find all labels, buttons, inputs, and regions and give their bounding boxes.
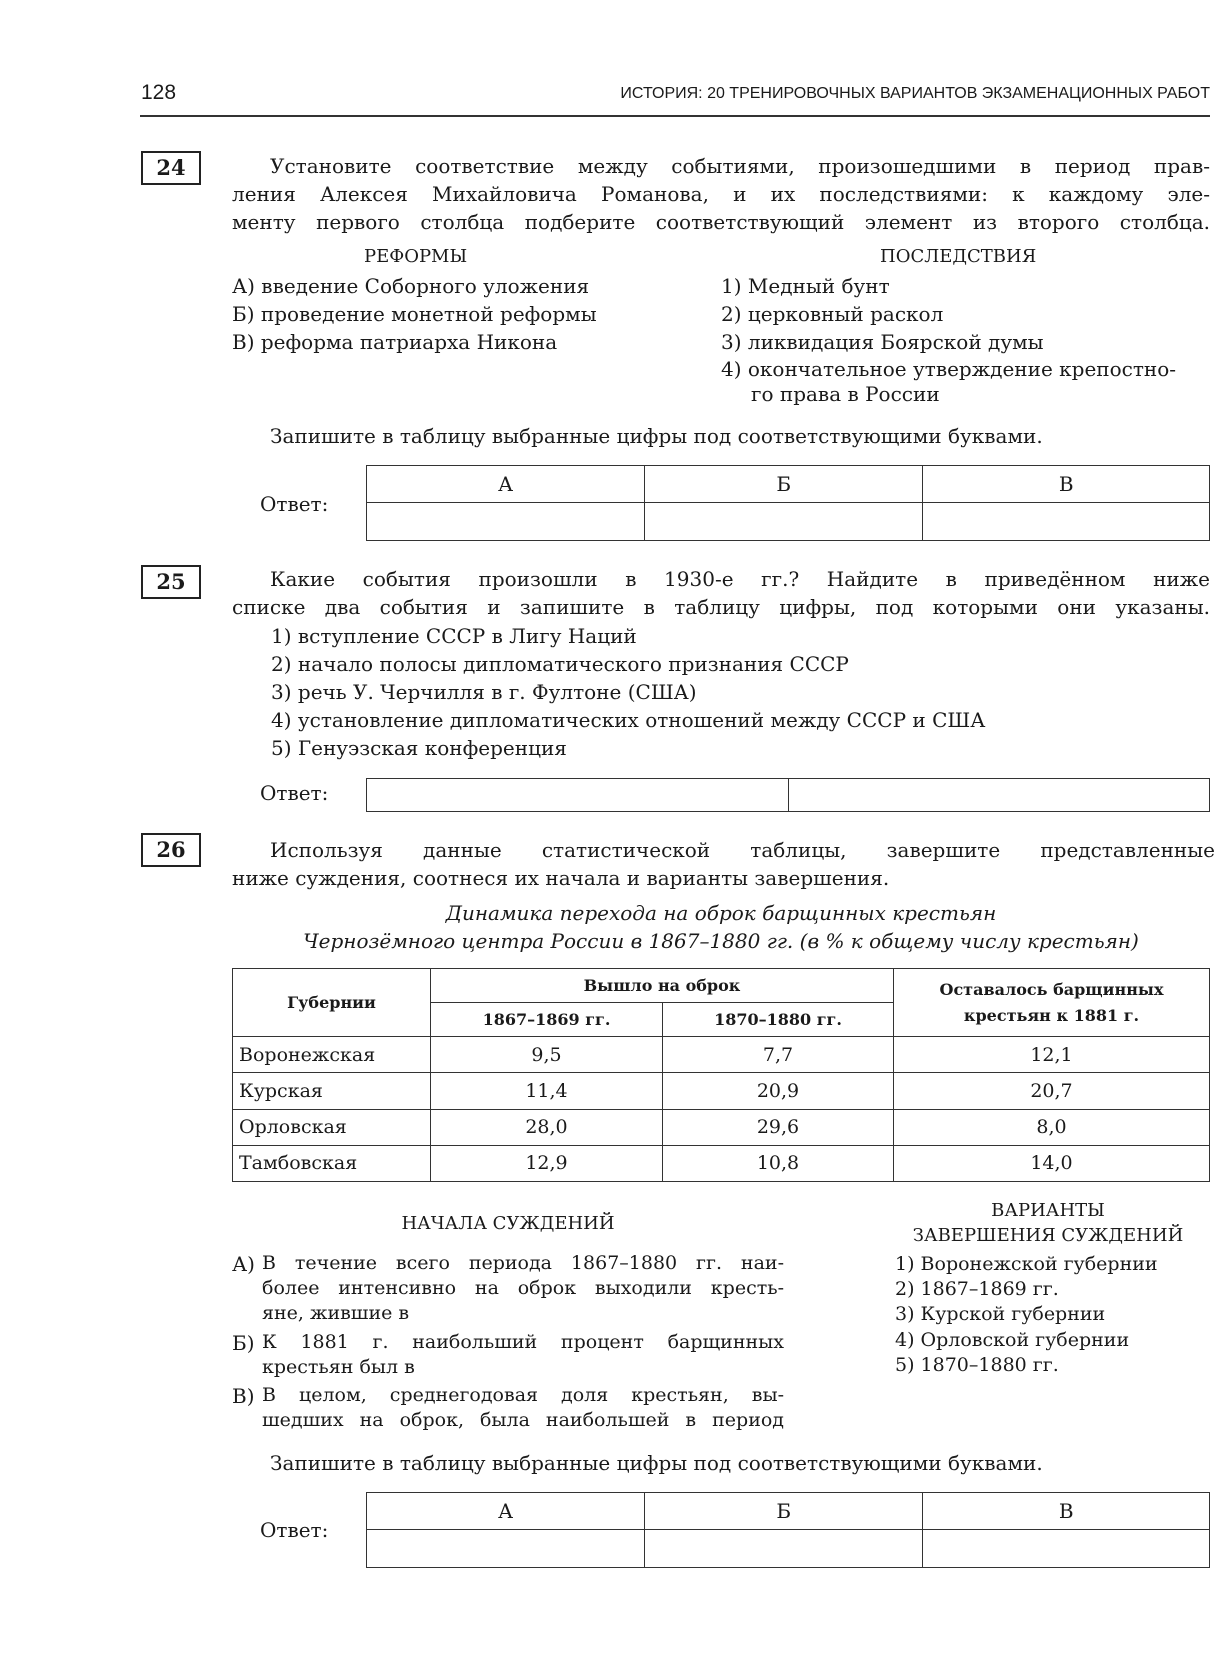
col-header-period2: 1870–1880 гг.: [663, 1003, 894, 1037]
answer-cell-v[interactable]: [923, 503, 1210, 541]
ends-heading: ВАРИАНТЫ: [991, 1200, 1105, 1221]
table-title: Чернозёмного центра России в 1867–1880 гг. (в % к общему числу крестьян): [303, 929, 1139, 953]
start-line: В целом, среднегодовая доля крестьян, вы-: [262, 1384, 784, 1406]
running-header: ИСТОРИЯ: 20 ТРЕНИРОВОЧНЫХ ВАРИАНТОВ ЭКЗАМЕНАЦИОННЫХ РАБОТ: [620, 85, 1210, 102]
answer-cell-b[interactable]: [645, 1530, 923, 1568]
reform-item: А) введение Соборного уложения: [232, 274, 590, 298]
q24-text-line: менту первого столбца подберите соответствующий элемент из второго столбца.: [232, 210, 1210, 234]
q25-item: 4) установление дипломатических отношений между СССР и США: [271, 708, 986, 732]
col-header-obrok: Вышло на оброк: [431, 969, 894, 1003]
consequence-item: 2) церковный раскол: [721, 302, 944, 326]
answer-cell-b[interactable]: [645, 503, 923, 541]
value: 7,7: [663, 1037, 894, 1073]
start-letter: Б): [232, 1331, 255, 1355]
task-number-24: 24: [141, 151, 201, 185]
value: 8,0: [894, 1109, 1210, 1145]
table-row: [233, 1109, 1210, 1145]
answer-cell-1[interactable]: [367, 779, 789, 812]
q24-text-line: ления Алексея Михайловича Романова, и их последствиями: к каждому эле-: [232, 182, 1210, 206]
task-number-26: 26: [141, 833, 201, 867]
region: Тамбовская: [233, 1145, 431, 1181]
start-line: крестьян был в: [262, 1356, 415, 1378]
consequence-item: 3) ликвидация Боярской думы: [721, 330, 1044, 354]
table-title: Динамика перехода на оброк барщинных крестьян: [445, 901, 997, 925]
region: Курская: [233, 1073, 431, 1109]
start-line: К 1881 г. наибольший процент барщинных: [262, 1331, 784, 1353]
end-option: 5) 1870–1880 гг.: [895, 1354, 1059, 1376]
col-header-region: Губернии: [233, 969, 431, 1037]
stats-table: [232, 968, 1210, 1182]
col-a: А: [367, 1493, 645, 1530]
q24-answer-table: [366, 465, 1210, 541]
reforms-heading: РЕФОРМЫ: [364, 246, 468, 267]
value: 10,8: [663, 1145, 894, 1181]
q25-item: 1) вступление СССР в Лигу Наций: [271, 624, 637, 648]
consequence-item: 4) окончательное утверждение крепостно-: [721, 357, 1177, 381]
q25-text-line: списке два события и запишите в таблицу цифры, под которыми они указаны.: [232, 595, 1210, 619]
end-option: 2) 1867–1869 гг.: [895, 1278, 1059, 1300]
end-option: 1) Воронежской губернии: [895, 1253, 1158, 1275]
start-line: шедших на оброк, была наибольшей в период: [262, 1409, 784, 1431]
answer-cell-v[interactable]: [923, 1530, 1210, 1568]
table-row: [233, 1073, 1210, 1109]
answer-label: Ответ:: [260, 492, 329, 516]
q26-instruction: Запишите в таблицу выбранные цифры под соответствующими буквами.: [270, 1451, 1043, 1475]
header-rule: [140, 115, 1210, 117]
starts-heading: НАЧАЛА СУЖДЕНИЙ: [401, 1213, 615, 1234]
answer-label: Ответ:: [260, 1518, 329, 1542]
region: Воронежская: [233, 1037, 431, 1073]
q26-answer-table: [366, 1492, 1210, 1568]
col-v: В: [923, 466, 1210, 503]
end-option: 4) Орловской губернии: [895, 1329, 1130, 1351]
q25-text-line: Какие события произошли в 1930-е гг.? Найдите в приведённом ниже: [270, 567, 1210, 591]
reform-item: В) реформа патриарха Никона: [232, 330, 558, 354]
table-row: [233, 1037, 1210, 1073]
q25-item: 5) Генуэзская конференция: [271, 736, 567, 760]
start-line: более интенсивно на оброк выходили кресть-: [262, 1277, 784, 1299]
value: 11,4: [431, 1073, 663, 1109]
value: 12,1: [894, 1037, 1210, 1073]
col-a: А: [367, 466, 645, 503]
answer-cell-a[interactable]: [367, 1530, 645, 1568]
task-number-25: 25: [141, 565, 201, 599]
ends-heading: ЗАВЕРШЕНИЯ СУЖДЕНИЙ: [912, 1225, 1184, 1246]
value: 14,0: [894, 1145, 1210, 1181]
reform-item: Б) проведение монетной реформы: [232, 302, 597, 326]
value: 9,5: [431, 1037, 663, 1073]
value: 12,9: [431, 1145, 663, 1181]
start-letter: В): [232, 1384, 255, 1408]
answer-cell-2[interactable]: [788, 779, 1210, 812]
col-b: Б: [645, 1493, 923, 1530]
q24-instruction: Запишите в таблицу выбранные цифры под соответствующими буквами.: [270, 424, 1043, 448]
value: 29,6: [663, 1109, 894, 1145]
start-letter: А): [232, 1252, 255, 1276]
value: 20,9: [663, 1073, 894, 1109]
q25-answer-table: [366, 778, 1210, 812]
col-header-period1: 1867–1869 гг.: [431, 1003, 663, 1037]
table-row: [233, 1145, 1210, 1181]
region: Орловская: [233, 1109, 431, 1145]
value: 20,7: [894, 1073, 1210, 1109]
page-number: 128: [141, 81, 177, 104]
start-line: яне, жившие в: [262, 1302, 410, 1324]
q25-item: 2) начало полосы дипломатического признания СССР: [271, 652, 849, 676]
q26-text-line: Используя данные статистической таблицы, завершите представленные: [270, 838, 1215, 862]
q26-text-line: ниже суждения, соотнеся их начала и варианты завершения.: [232, 866, 890, 890]
answer-cell-a[interactable]: [367, 503, 645, 541]
col-v: В: [923, 1493, 1210, 1530]
consequence-item: 1) Медный бунт: [721, 274, 890, 298]
col-header-remaining: Оставалось барщинных крестьян к 1881 г.: [894, 969, 1210, 1037]
start-line: В течение всего периода 1867–1880 гг. наи-: [262, 1252, 784, 1274]
end-option: 3) Курской губернии: [895, 1303, 1106, 1325]
col-b: Б: [645, 466, 923, 503]
q25-item: 3) речь У. Черчилля в г. Фултоне (США): [271, 680, 697, 704]
value: 28,0: [431, 1109, 663, 1145]
consequences-heading: ПОСЛЕДСТВИЯ: [880, 246, 1037, 267]
consequence-item-cont: го права в России: [751, 382, 940, 406]
answer-label: Ответ:: [260, 781, 329, 805]
q24-text-line: Установите соответствие между событиями, произошедшими в период прав-: [270, 154, 1210, 178]
